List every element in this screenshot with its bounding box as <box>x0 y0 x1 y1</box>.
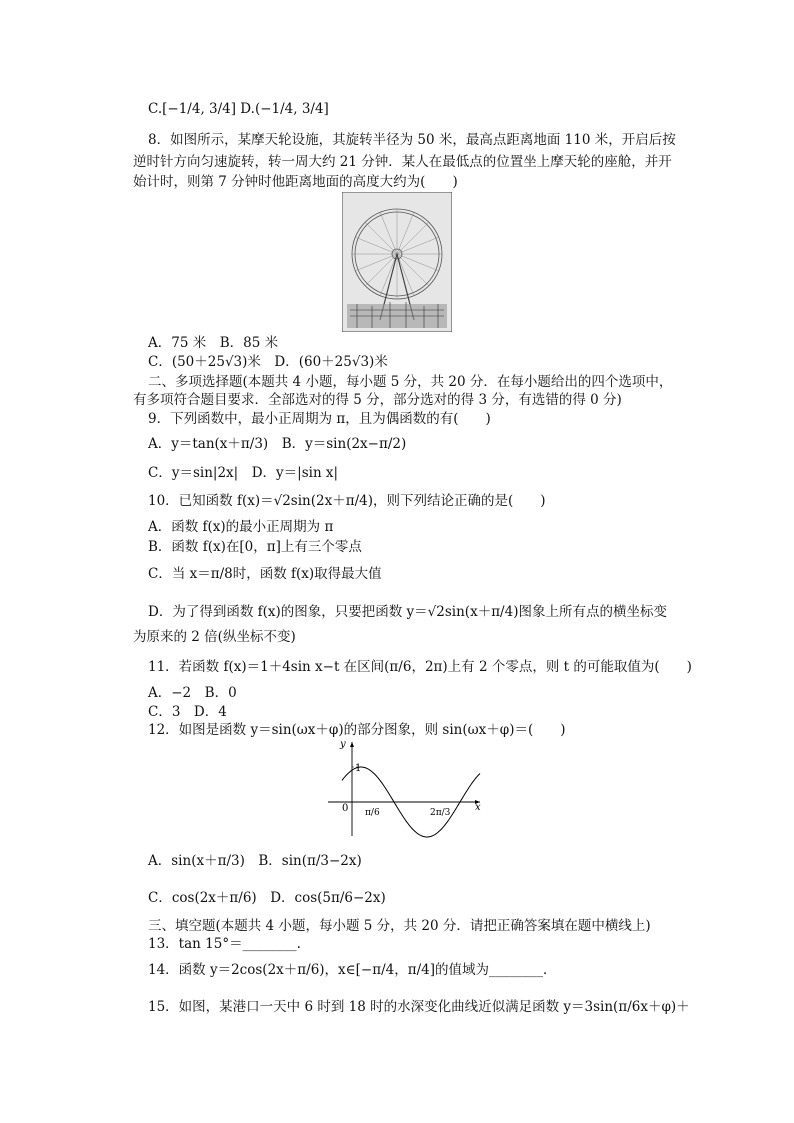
origin-label: 0 <box>342 803 349 814</box>
q10-option-d-2: 为原来的 2 倍(纵坐标不变) <box>133 629 296 645</box>
q10-stem: 10．已知函数 f(x)＝√2sin(2x＋π/4)，则下列结论正确的是( ) <box>148 493 546 509</box>
q12-options-ab: A．sin(x＋π/3) B．sin(π/3−2x) <box>148 853 362 869</box>
q10-option-c: C．当 x＝π/8时，函数 f(x)取得最大值 <box>148 566 382 582</box>
y-tick-one: 1 <box>355 763 362 774</box>
q8-options-cd: C．(50＋25√3)米 D．(60＋25√3)米 <box>148 354 388 370</box>
y-axis-arrow <box>350 742 354 747</box>
x-tick-pi-6: π/6 <box>365 808 380 818</box>
q11-stem: 11．若函数 f(x)＝1＋4sin x−t 在区间(π/6，2π)上有 2 个零点，则 t 的可能取值为( ) <box>148 659 692 675</box>
section3-heading: 三、填空题(本题共 4 小题，每小题 5 分，共 20 分．请把正确答案填在题中横线上) <box>148 918 651 934</box>
q15-stem: 15．如图，某港口一天中 6 时到 18 时的水深变化曲线近似满足函数 y＝3sin(π/6x＋φ)＋ <box>148 999 690 1015</box>
q8-options-ab: A．75 米 B．85 米 <box>148 335 279 351</box>
q8-stem-2: 逆时针方向匀速旋转，转一周大约 21 分钟．某人在最低点的位置坐上摩天轮的座舱，并开 <box>133 154 672 170</box>
q10-option-a: A．函数 f(x)的最小正周期为 π <box>148 519 334 535</box>
section2-heading-1: 二、多项选择题(本题共 4 小题，每小题 5 分，共 20 分．在每小题给出的四个选项中， <box>148 374 673 390</box>
q12-stem: 12．如图是函数 y＝sin(ωx＋φ)的部分图象，则 sin(ωx＋φ)＝( ) <box>148 722 566 738</box>
q8-stem-3: 始计时，则第 7 分钟时他距离地面的高度大约为( ) <box>133 174 458 190</box>
q7-options-cd: C.[−1/4, 3/4] D.(−1/4, 3/4] <box>148 101 329 117</box>
q10-option-d-1: D．为了得到函数 f(x)的图象，只要把函数 y＝√2sin(x＋π/4)图象上所有点的横坐标变 <box>148 604 667 620</box>
q13-stem: 13．tan 15°＝________. <box>148 936 301 952</box>
q9-options-cd: C．y＝sin|2x| D．y＝|sin x| <box>148 465 339 481</box>
q14-stem: 14．函数 y＝2cos(2x＋π/6)，x∈[−π/4，π/4]的值域为________． <box>148 962 557 978</box>
q11-options-cd: C．3 D．4 <box>148 704 227 720</box>
y-label: y <box>340 739 346 750</box>
x-label: x <box>475 802 481 813</box>
ferris-wheel-image <box>342 192 452 332</box>
x-tick-2pi-3: 2π/3 <box>430 808 451 818</box>
sine-graph <box>318 736 488 841</box>
q9-stem: 9．下列函数中，最小正周期为 π，且为偶函数的有( ) <box>148 411 491 427</box>
section2-heading-2: 有多项符合题目要求．全部选对的得 5 分，部分选对的得 3 分，有选错的得 0 分) <box>133 392 622 408</box>
q11-options-ab: A．−2 B．0 <box>148 685 237 701</box>
q9-options-ab: A．y＝tan(x＋π/3) B．y＝sin(2x−π/2) <box>148 436 407 452</box>
q10-option-b: B．函数 f(x)在[0，π]上有三个零点 <box>148 539 362 555</box>
q8-stem-1: 8．如图所示，某摩天轮设施，其旋转半径为 50 米，最高点距离地面 110 米，开启后按 <box>148 132 676 148</box>
q12-options-cd: C．cos(2x＋π/6) D．cos(5π/6−2x) <box>148 890 386 906</box>
